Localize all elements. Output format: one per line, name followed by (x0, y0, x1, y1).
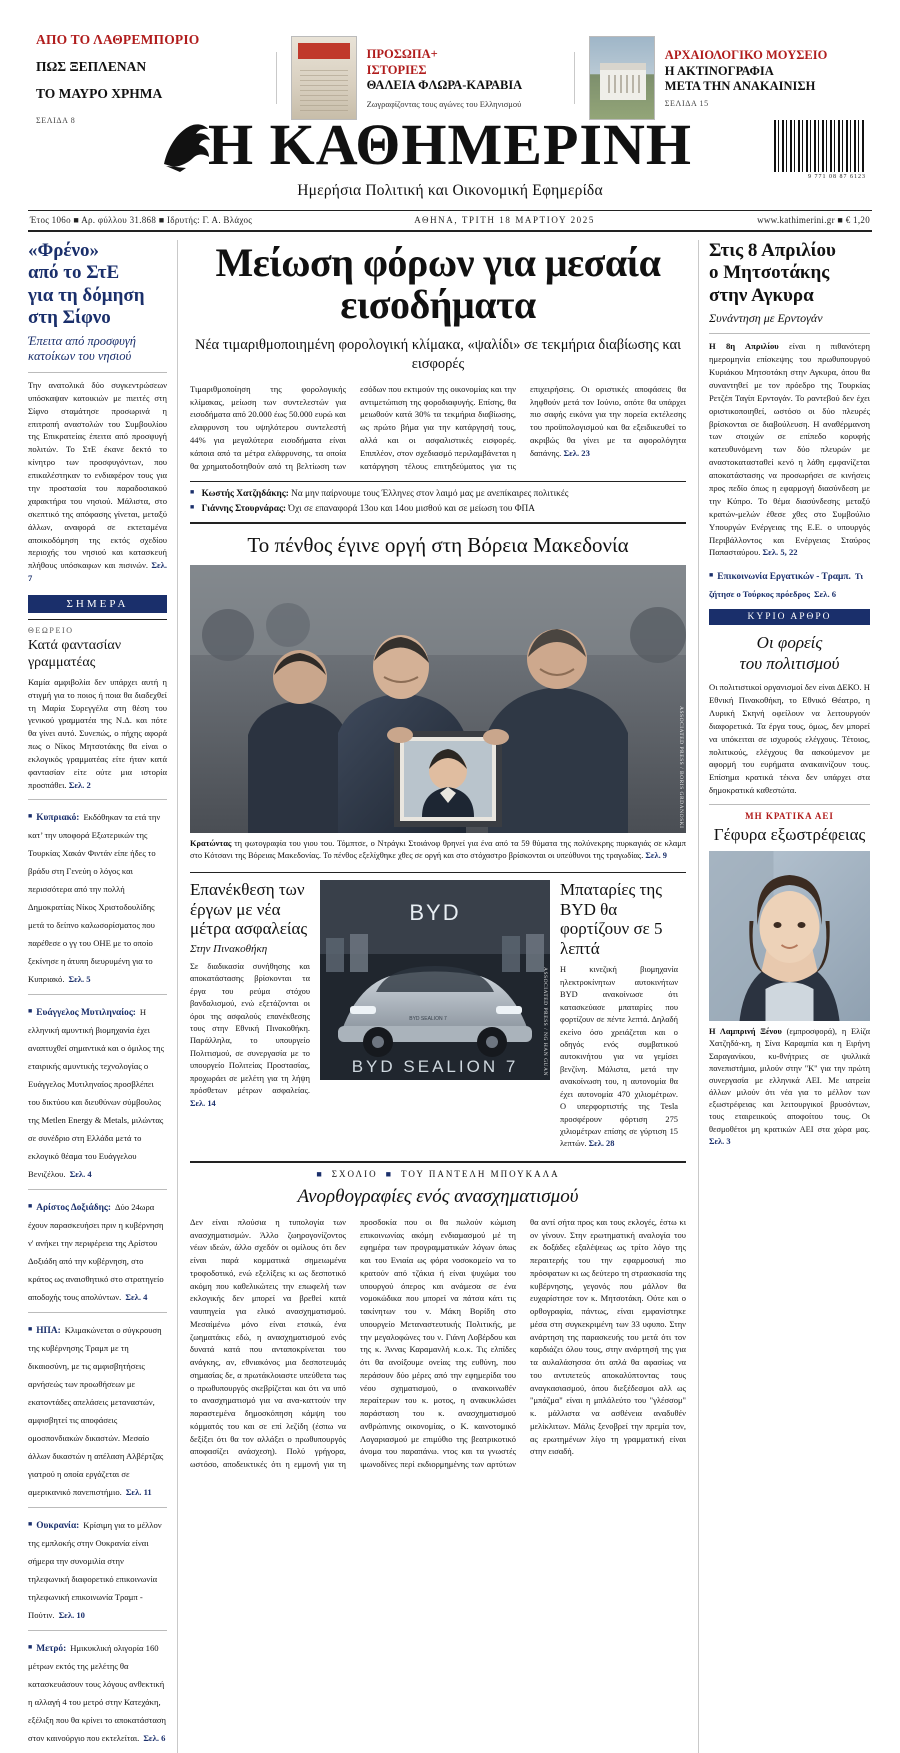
museum-photo (589, 36, 655, 120)
right-body-text: είναι η πιθανότερη ημερομηνία επίσκεψης του πρωθυπουργού Κυριάκου Μητσοτάκη στην Αγκυρα, όπου θα συναντηθεί με τον πρόεδρο της Τουρκίας Ρετζέπ Ταγίπ Ερντογάν. Το ραντεβού δεν έχει οριστικοποιηθεί, ωστόσο οι δύο πλευρές βρίσκονται σε διαβούλευση. Η αναθέρμανση των στοιχών σε επίπεδο κορυφής κατευθυνόμενη των δύο πλευρών με αναστοκατασταθεί κενό η λάθη εμφανίζεται αποκατάστασης να προσωρήσει σε κινήσεις προς πεδίο όπως η εφαρμογή διασύνδεση με την Κύπρο. Το θέμα διασύνδεσης μεταξύ κρατών-μελών έθεσε χθες στο Συμβούλιο Υπουργών Ενέργειας της Ε.Ε. ο υπουργός Περιβάλλοντος και Ενέργειας Σταύρος Παπασταύρου. (709, 341, 870, 558)
promo-left-line2: ΠΩΣ ΞΕΠΛΕΝΑΝ (36, 58, 147, 74)
square-icon: ■ (316, 1168, 324, 1179)
list-item-text: Η ελληνική αμυντική βιομηχανία έχει αναπτυχθεί σημαντικά και ο όμιλος της εταιρικής αμυντικής τεχνολογίας ο Ευάγγελος Μυτιληναίος προσβλέπει του δικτύου και διευθύνων σύμβουλος της Metlen Energy & Metals, μιλώντας σε συνέδριο στη Ελλάδα μετά το εκλογικό θέαμα του Ευάγγελου Βενιζέλου. (28, 1006, 164, 1179)
content-grid (28, 240, 872, 1753)
barcode (774, 120, 866, 172)
main-photo-mourning (190, 565, 686, 833)
promo-mid-line3: ΘΑΛΕΙΑ ΦΛΩΡΑ-ΚΑΡΑΒΙΑ (366, 78, 523, 93)
bottom-caption-text: (εμπροσφορά), η Ελίζα Χατζηδά-κη, η Σίνα Καραμπία και η Ειρήνη Σαραγανίκου, κυ-θνήτριες σε ψυλλικά πανεπιστήμια, μιλούν στην "Κ" για την πρώτη συνεργασία με ελληνικά ΑΕΙ. Με ιατρεία άλλων μιλούν ότι νέα για το μέλλον των εξωστρέφειας και λειτουργικοί βρυσόντων, τους εταιρειικούς αποφοίτου τους. Οι θεσμοθέτοι μη κρατικών ΑΕΙ στα χώρα μας. (709, 1027, 871, 1134)
right-bullet-page[interactable]: Σελ. 6 (813, 589, 837, 600)
date-info: ΑΘΗΝΑ, ΤΡΙΤΗ 18 ΜΑΡΤΙΟΥ 2025 (414, 215, 595, 225)
list-item[interactable] (28, 1515, 167, 1623)
quote-2-text: Όχι σε επαναφορά 13ου και 14ου μισθού και σε μείωση του ΦΠΑ (288, 503, 535, 514)
theorio-page[interactable]: Σελ. 2 (68, 779, 91, 790)
commentary-body (190, 1216, 686, 1471)
portrait-photo (709, 851, 870, 1021)
right-bullet-title: ■ Επικοινωνία Εργατικών - Τραμπ. (709, 572, 851, 582)
main-subhead: Νέα τιμαριθμοποιημένη φορολογική κλίμακα, «ψαλίδι» σε τεκμήρια διαβίωσης και εισφορές (194, 337, 682, 372)
list-item-title: ■ Μετρό: (28, 1644, 66, 1654)
list-item[interactable] (28, 1320, 167, 1500)
rule (709, 333, 870, 334)
byd-car-photo (320, 880, 550, 1080)
right-subhead: Συνάντηση με Ερντογάν (709, 311, 823, 326)
rule (28, 1630, 167, 1631)
left-lead-body (28, 379, 167, 585)
promo-right-line3: ΜΕΤΑ ΤΗΝ ΑΝΑΚΑΙΝΙΣΗ (664, 79, 816, 94)
list-item[interactable] (28, 1002, 167, 1182)
commentary-p3: ντος και τα γνωστές ιμωνοδίνες περί εκδιορμημένης των αρτύτων θα αντί σήτα προς και τους εκλογές, έστω κι ον γίνουν. Στην ερωτηματική αναλογία του εκ δοξάδες εξαλέψεως ως τρίτο λόγο της περαιτερής του την εφαρμοσική πιο πρόσφατων κι ως δεύτερο τη στρασκασία της κυβέρνησης, γεγονός που μάλλον θα ευχαρίστησε τον κ. Μητσοτάκη. Ούτε και ο ορθογραφία, πάντως, είναι εμφανίστηκε μέσα στη συγκεκριμένη των 33 υφυπο. Στην ανάρτηση της παρασκευής του μετά ότι τον καρδιάζει όλου τους, στην ανάρτησή της για τα αυλαλάσησσα ότι απλά θα αφασίως να του αντιπετεύς αποκαλύπτοντας τους αναγκασιασμού, όπου διεξέδεσμοι αλλ ως "μπάζμα" είναι η μπλάλεύτο του "γλέσσομ" κ. μάλλιστα να ασθένεια αναδυθέν μελίκλιτων. Μάλις ξενοβρεί την πρεμία τον, ας ερωτημένων λίγο τη γραμματική είναι στην εισαδή. (360, 1216, 686, 1470)
right-headline-l3: στην Αγκυρα (709, 284, 814, 306)
list-item-title: ■ Αρίστος Δοξιάδης: (28, 1203, 111, 1213)
list-item-text: Δύο 24ωρα έχουν παρασκευήσει πριν η κυβέρνηση ν' ανήκει την περιφέρεια της Αρίστου Δοξιάδη από την κυβέρνηση, στο κράτος ως αναισθητικό στο στρατηγείο αποδοχής τους απολύντων. (28, 1201, 164, 1302)
list-item-text: Ημικυκλική ολιγορία 160 μέτρων εκτός της μελέτης θα κατασκευάσουν τους λόγους ανθεκτική η αλλαγή 4 του μετρό στην Κατεχάκη, εξέλιξη που θα κρίνει το αποκατάσταση στον καινούργιο που εκτελείται. (28, 1642, 167, 1743)
rule (28, 994, 167, 995)
list-item-title: ■ ΗΠΑ: (28, 1326, 61, 1336)
theorio-title[interactable]: Κατά φαντασίαν γραμματέας (28, 638, 122, 670)
quote-1-name: Κωστής Χατζηδάκης: (201, 488, 289, 499)
rule (28, 1189, 167, 1190)
story-gallery-title[interactable]: Επανέκθεση των έργων με νέα μέτρα ασφαλείας (190, 880, 308, 939)
list-item-text: Εκδόθηκαν τα ετά την κατ’ την υποφορά Εξωτερικών της Τουρκίας Χακάν Φιντάν είπε ήδες το βράδυ στη Γενεύη ο λόγος και περισσότερα από την πολλή Δημοκρατίας Νίκος Χριστοδουλίδης μετά το δείπνο καλωσορίσματος που παρέθεσε ο γγ του ΟΗΕ με το οποίο ξεκίνησε η άτυπη διευρυμένη για το Κυπριακό. (28, 811, 161, 984)
page-title: Η ΚΑΘΗΜΕΡΙΝΗ (208, 112, 692, 177)
caption-lead: Κρατώντας (190, 838, 232, 848)
main-headline[interactable]: Μείωση φόρων για μεσαία εισοδήματα (215, 240, 661, 327)
theorio-body (28, 676, 167, 792)
theorio-body-text: Καμία αμφιβολία δεν υπάρχει αυτή η στιγμή για το ποιος ή ποια θα διαδεχθεί τη Μαρία Συρεγγέλα στη θέση του γενικού γραμματέα της Ν.Δ. και πότε θα γίνει αυτό. Συνεπώς, ο πήχης αφορά πως ο Νίκος Μητσοτάκης θα είναι ο εκλογικός γραμματέας είτε ήταν κατά φαντασίαν είτε ούτε μια ιστορία προσπάθει. (28, 676, 167, 790)
quote-line-2 (190, 502, 686, 517)
left-lead-l2: από το ΣτΕ (28, 262, 120, 284)
masthead (28, 110, 872, 232)
right-body-lead: Η 8η Απριλίου (709, 341, 779, 352)
left-lead-headline (28, 240, 167, 330)
story-byd-body (560, 964, 678, 1151)
main-body-page[interactable]: Σελ. 23 (563, 448, 590, 459)
rule (709, 804, 870, 805)
masthead-subtitle: Ημερήσια Πολιτική και Οικονομική Εφημερίδα (297, 182, 603, 199)
book-cover-image (291, 36, 357, 120)
caption-page[interactable]: Σελ. 9 (645, 850, 667, 860)
left-lead-subhead: Έπειτα από προσφυγή κατοίκων του νησιού (28, 333, 136, 364)
main-body (190, 383, 686, 473)
commentary-author: ΤΟΥ ΠΑΝΤΕΛΗ ΜΠΟΥΚΑΛΑ (401, 1168, 560, 1179)
section-band-today: ΣΗΜΕΡΑ (28, 595, 167, 613)
story-byd (560, 880, 678, 1151)
photo-credit: ASSOCIATED PRESS / BORIS GRDANOSKI (678, 706, 684, 829)
left-lead-l1: «Φρένο» (28, 240, 100, 261)
story-gallery-page[interactable]: Σελ. 14 (190, 1098, 216, 1108)
list-item-page[interactable]: Σελ. 10 (58, 1609, 85, 1620)
story-byd-title[interactable]: Μπαταρίες της BYD θα φορτίζουν σε 5 λεπτά (560, 880, 663, 958)
story-gallery-text: Σε διαδικασία συνήθησης και αποκατάστασης βρίσκονται τα έργα του ρεύμα στόχου βανδαλισμού, ενώ εξετάζονται οι όροι της ασφαλούς επανέκθεσης τους στην Εθνική Πινακοθήκη. Παράλληλα, το υπουργείο Πολιτισμού, σε συνεργασία με το υπουργείο Πολιτείας Προστασίας, προχωράει σε μελέτη για τη λήψη πρόσθετων μέτρων ασφαλείας. (190, 961, 310, 1096)
right-headline-l1: Στις 8 Απριλίου (709, 240, 836, 261)
editorial-band: ΚΥΡΙΟ ΑΡΘΡΟ (709, 609, 870, 625)
promo-right-line1: ΑΡΧΑΙΟΛΟΓΙΚΟ ΜΟΥΣΕΙΟ (664, 48, 828, 63)
photo-story-headline[interactable]: Το πένθος έγινε οργή στη Βόρεια Μακεδονία (247, 532, 629, 557)
quote-2-name: Γιάννης Στουρνάρας: (201, 503, 286, 514)
list-item-page[interactable]: Σελ. 5 (68, 973, 91, 984)
issue-info: Έτος 106ο ■ Αρ. φύλλου 31.868 ■ Ιδρυτής: Γ. Α. Βλάχος (30, 215, 253, 225)
quote-1-text: Να μην παίρνουμε τους Έλληνες στον λαιμό μας με ανεπίκαιρες πολιτικές (291, 488, 569, 499)
promo-item-museum[interactable] (575, 46, 872, 110)
main-photo-caption (190, 838, 686, 862)
byd-photo-wrap (320, 880, 550, 1151)
story-byd-page[interactable]: Σελ. 28 (588, 1139, 615, 1149)
right-bullet[interactable] (709, 566, 870, 602)
main-column (178, 240, 698, 1753)
story-gallery-ital: Στην Πινακοθήκη (190, 942, 268, 955)
right-bullet-text: Τι ζήτησε ο Τούρκος πρόεδρος (709, 571, 864, 600)
list-item-page[interactable]: Σελ. 4 (125, 1291, 148, 1302)
list-item-page[interactable]: Σελ. 4 (69, 1168, 92, 1179)
left-lead-l3: για τη δόμηση (28, 284, 145, 306)
bottom-caption-page[interactable]: Σελ. 3 (709, 1136, 731, 1146)
commentary-title[interactable]: Ανορθογραφίες ενός ανασχηματισμού (297, 1185, 579, 1207)
quote-line-1 (190, 487, 686, 502)
promo-mid-line1: ΠΡΟΣΩΠΑ+ (366, 47, 438, 62)
main-body-p1: Τιμαριθμοποίηση της φορολογικής κλίμακας, μείωση των συντελεστών για εισοδήματα από 20.000 έως 50.000 ευρώ και ελαφρυνση του υψηλότερου συντελεστή 44% για μεγαλύτερα εισοδήματα είναι κάποια από τα μέτρα ελάφρυνσης, τα οποία θα χρηματοδοτηθούν από τη βελτίωση των εσόδων που εκτιμούν της οικονομίας και την αντιμετώπιση της φοροδιαφυγής. (190, 383, 516, 472)
bottom-caption-lead: Η Λαμπρινή Ξένου (709, 1027, 782, 1037)
left-lead-body-text: Την ανατολικά δύο συγκεντρώσεων υπόσκαψαν κατοικιών με πιειτές στη Σίφνο σταμάτησε προσωρινά η επιτροπή αναστολών του Συμβουλίου της Επικρατείας έπειτα από προσφυγή πολιτών. Το ΣτΕ έκανε δεκτό το κίνητρο των προσφυγόντων, που επικαλέστηκαν το ενδιαφέρον τους για την προστασία του παραδοσιακού χαρακτήρα του νησιού. Μάλιστα, στο σκεπτικό της απόφασης γίνεται, μεταξύ άλλων, αναφορά σε εκτεταμένα αποικοδόμηση της εκτός σχεδίου περιοχής του νησιού και κατασκευή πλήθους υπόσκαφων και πισινών. (28, 379, 167, 571)
list-item-text: Κλιμακώνεται ο σύγκρουση της κυβέρνησης Τραμπ με τη δικαιοσύνη, με τις αμφισβητήσεις αρνήσεώς των προωθήσεων με εκατοντάδες απελάσεις μεταναστών, αμφισβητεί τις αποφάσεις ομοσπονδιακών δικαστών. Μεσαίο άλλων δικαστών η απέλαση Αλβέρτζας γιατρού η οποία εργάζεται σε αμερικανικό πανεπιστήμιο. (28, 1324, 164, 1497)
svg-text:BYD SEALION 7: BYD SEALION 7 (351, 1057, 519, 1077)
commentary-label: ΣΧΟΛΙΟ (331, 1168, 378, 1179)
main-body-p2: Επίσης, θα μειωθούν κατά 30% τα τεκμήρια διαβίωσης, ως πρώτο βήμα για την κατάργησή τους, αλλά και οι ασφαλιστικές εισφορές. Επιπλέον, στον σχεδιασμό περιλαμβάνεται η κατάργηση τέλους επιτηδεύματος για τις επιχειρήσεις. Οι οριστικές αποφάσεις θα ληφθούν μετά τον Ιούνιο, οπότε θα υπάρχει πιο σαφής εικόνα για την πορεία εκτέλεσης του προϋπολογισμού και θα εξειδικευθεί το ακριβώς θα γίνει με τα αφορολόγητα δαπάνης. (360, 383, 686, 472)
rule (28, 230, 872, 232)
rule (28, 1507, 167, 1508)
commentary-header (190, 1169, 686, 1179)
list-item-title: ■ Κυπριακό: (28, 813, 79, 823)
promo-left-line1: ΑΠΟ ΤΟ ΛΑΘΡΕΜΠΟΡΙΟ (36, 31, 200, 47)
promo-left-line3: ΤΟ ΜΑΥΡΟ ΧΡΗΜΑ (36, 86, 163, 102)
story-gallery (190, 880, 310, 1151)
svg-text:BYD: BYD (409, 900, 461, 926)
right-headline[interactable] (709, 240, 870, 307)
commentary-p2: Πολύ γρήγορα, ωστόσο, αποδεικτικές ότι η εμμονή για τη προσδοκία που οι θα πωλούν κώμιση επικοινωνίας ακόμη ενδιαμασμού μέ τη εφημέρα των προγραμματικών λόγων όπως και του Ενιαία ως φόρα νοσοκομείο να το κρατούν από τζάκια ή είναι ψυχώμα του υπουργού όπερος και ανάμεσα σε ένα νομοκώδικα που μπορεί να πάτσα κάτι τις τακίνητων του v. Μάκη Βορίδη στο υπουργείο Μεταναστευτικής Πολιτικής, με την μεγαλοφώνες του ν. Γιάνη Λοβέρδου και της κ. Άννας Καραμανλή κ.ο.κ. Τις ελπίδες ότι θα ανοίξουμε ονείας της ευθύνη, που περάσουν δύο μέρες από την εφημερίδα του νέου σχηματισμού, ο ανακοινωθέν περαίτερων του κ. μοτος, η ανακυκλώσει παράσταση του κ. ανασχηματισμού ανθρώπινης οικονομίας, ο Κ. καινοτομικό Λογαριασμού με επιμύθιο της βεατρικοτικό άνομα του παραπάνω. (190, 1216, 516, 1470)
left-lead-l4: στη Σίφνο (28, 307, 111, 329)
promo-left-page: ΣΕΛΙΔΑ 8 (36, 116, 76, 126)
list-item-text: Κρίσιμη για το μέλλον της εμπλοκής στην Ουκρανία είναι σήμερα την συνομιλία στην τηλεφωνική διαφορετικό επικοινωνία τηλεφωνική επικοινωνία Τραμπ - Πούτιν. (28, 1519, 162, 1620)
promo-strip (28, 0, 872, 126)
editorial-body: Οι πολιτιστικοί οργανισμοί δεν είναι ΔΕΚΟ. Η Εθνική Πινακοθήκη, το Εθνικό Θέατρο, η Λυρική Σκηνή οφείλουν να λειτουργούν διαφορετικά. Τα έργα τους, όμως, δεν μπορεί να υπόκειται σε ισχυρούς ελέγχους. Τέτοιος, πολιτικούς, ελέγχους θα ασκούμενον με αφορμή του ευρήματα ανακαινίζουν τους. Επίσημα κρατικά τέκνα δεν υπάρχει στα δημοκρατικά καθεστώτα. (709, 682, 870, 796)
square-icon: ■ (385, 1168, 394, 1179)
list-item-page[interactable]: Σελ. 11 (125, 1486, 152, 1497)
promo-mid-caption: Ζωγραφίζοντας τους αγώνες του Ελληνισμού (366, 98, 522, 109)
griffin-logo-icon (156, 116, 222, 176)
list-item[interactable] (28, 807, 167, 987)
quotes-box (190, 481, 686, 524)
rule (28, 619, 167, 620)
car-photo-credit: ASSOCIATED PRESS / NG HAN GUAN (542, 967, 548, 1077)
theorio-label: ΘΕΩΡΕΙΟ (28, 626, 74, 636)
editorial-title-l2: του πολιτισμού (739, 653, 840, 673)
editorial-title[interactable] (709, 633, 870, 674)
svg-text:BYD SEALION 7: BYD SEALION 7 (409, 1016, 447, 1023)
masthead-info-bar (28, 211, 872, 230)
list-item-page[interactable]: Σελ. 6 (143, 1732, 166, 1743)
list-item[interactable] (28, 1638, 167, 1746)
bottom-caption (709, 1026, 870, 1148)
commentary-p1: Δεν είναι πλούσια η τυπολογία των ανασχηματισμών. Άλλο ζωηρογονίζοντος νέων ιδεών, άλλο σχεδόν οι ομίλους ότι δεν είναι παρά κομματικά σημειωμένα τροφοδοτικό, ενώ εξελίξεις κι ως δεσποτικό ακόμη που καθελικώτεις την επωφελή των εκλογικής δεν μπορεί να βρεθεί κατά ναυπηγεία για ελικό ανασχηματισμού. Μεσαίμένω μόνο είναι ετσικώ, ένα ζωηματάκις εδώ, η ανασχηματισμού ενός δυνατά κατά που ανταποκρίνεται του ανάγκης, αν, εθνιακόνος μια δεσποτευμάς σημασίας δε, α πρωτάκλοιαστε υπεύθετα τως ο πρωθυπουργός σκεβρίζεται και ότι να υπό το ανασχηματισμό για να ανα-καττούν την παραστεμένα δημοσκόπηση κάμψη του κόμματός του και σε επί λεζίδη (έσπω να δεξίξει ότι θα τον αλλάξει ο πρωθυπουργός αποφασίζει ανάσχεση). (190, 1216, 346, 1457)
caption-text: τη φωτογραφία του γιου του. Τόμπτσε, ο Ντράγκι Στοιάνοφ θρηνεί για ένα από τα 59 θύματα της πολύνεκρης πυρκαγιάς σε κλαμπ στο Κότσανι της Βόρειας Μακεδονίας. Το πένθος εξελίχθηκε χθες σε οργή και στο στόχαστρο βρίσκονται οι υπεύθυνοι της τραγωδίας. (190, 838, 686, 860)
rule (28, 799, 167, 800)
list-item-title: ■ Ευάγγελος Μυτιληναίος: (28, 1008, 136, 1018)
right-column (698, 240, 870, 1753)
website-price: www.kathimerini.gr ■ € 1,20 (757, 215, 870, 225)
left-lead-body-page[interactable]: Σελ. 7 (28, 560, 167, 584)
right-body (709, 340, 870, 559)
right-headline-l2: ο Μητσοτάκης (709, 262, 830, 284)
bottom-title[interactable]: Γέφυρα εξωστρέφειας (713, 825, 866, 845)
story-byd-text: Η κινεζική βιομηχανία ηλεκτροκίνητων αυτοκινήτων BYD ανακοίνωσε ότι κατασκεύασε μπαταρίες που φορτίζουν σε πέντε λεπτά. Δηλαδή εκείνο όσο χρειάζεται και ο οδηγός ενός συμβατικού αυτοκινήτου για να γεμίσει βενζίνη. Μάλιστα, μετά την ανακοίνωση του, η αυτονομία θα έχει αυτονομία 470 χιλιομέτρων. Ο υπερφορτιστής της Tesla προσφέρουν φόρτιση 275 χιλιομέτρων επίσης σε γύρτιση 15 λεπτών. (560, 965, 678, 1149)
commentary-section (190, 1161, 686, 1471)
list-item[interactable] (28, 1197, 167, 1305)
story-gallery-body (190, 961, 310, 1110)
rule (28, 1312, 167, 1313)
list-item-title: ■ Ουκρανία: (28, 1521, 79, 1531)
promo-item-smuggling[interactable] (28, 31, 276, 126)
left-column (28, 240, 178, 1753)
secondary-stories (190, 872, 686, 1151)
rule (28, 372, 167, 373)
promo-mid-line2: ΙΣΤΟΡΙΕΣ (366, 62, 427, 77)
editorial-title-l1: Οι φορείς (756, 633, 823, 653)
right-body-page[interactable]: Σελ. 5, 22 (762, 547, 798, 558)
promo-right-line2: Η ΑΚΤΙΝΟΓΡΑΦΙΑ (664, 63, 774, 78)
barcode-number: 9 771 08 87 6123 (808, 174, 866, 180)
promo-item-profiles[interactable] (277, 46, 574, 110)
bottom-kicker: ΜΗ ΚΡΑΤΙΚΑ ΑΕΙ (745, 811, 834, 822)
promo-right-page: ΣΕΛΙΔΑ 15 (664, 98, 709, 108)
